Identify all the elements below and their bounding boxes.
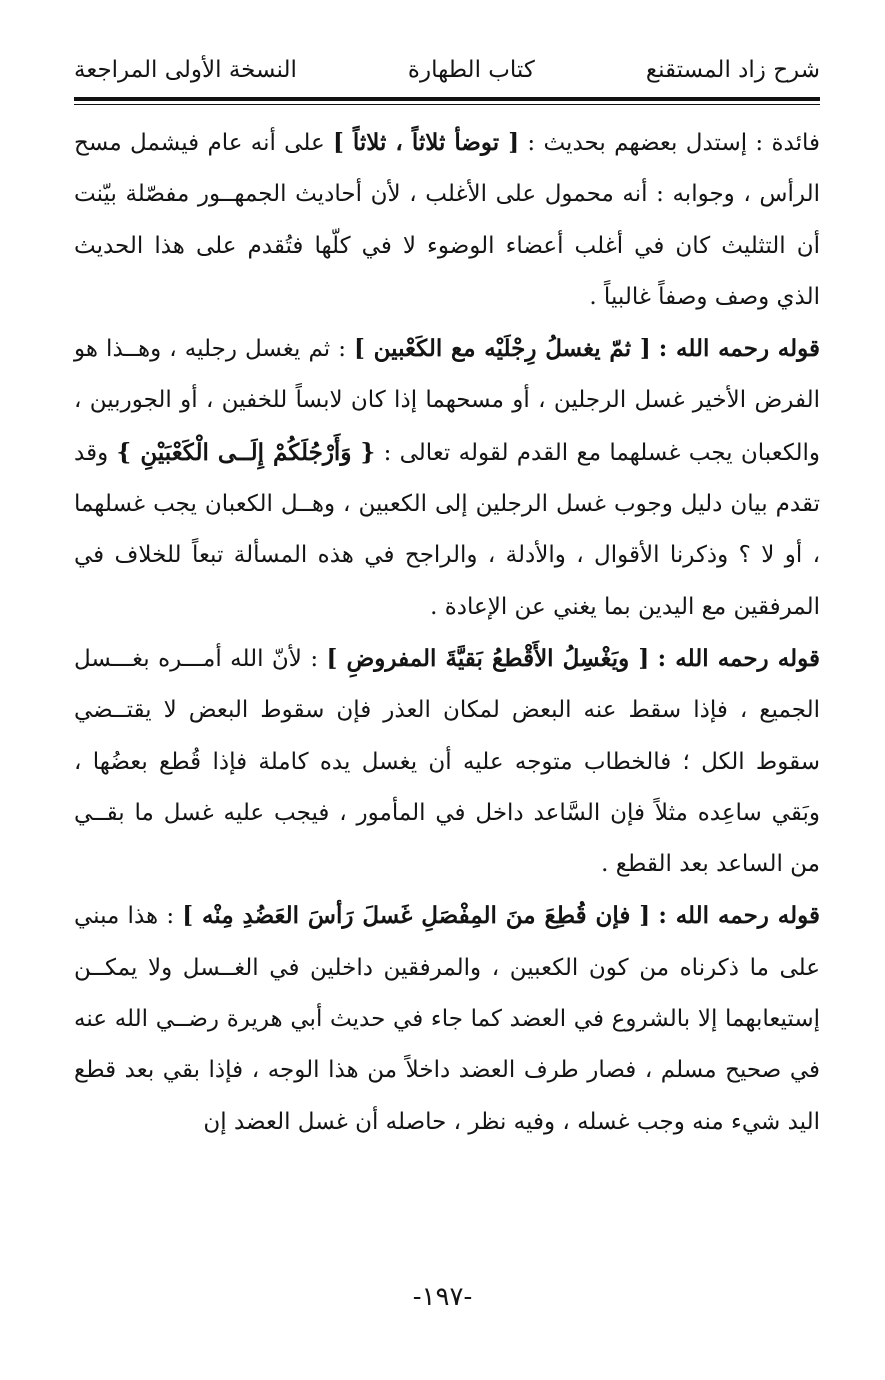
matn-quote: [ ثمّ يغسلُ رِجْلَيْه مع الكَعْبين ] (354, 335, 651, 363)
matn-quote: [ فإن قُطِعَ منَ المِفْصَلِ غَسلَ رَأسَ العَضُدِ مِنْه ] (182, 902, 651, 930)
matn-quote: [ ويَغْسِلُ الأَقْطعُ بَقيَّةَ المفروضِ ] (326, 644, 650, 672)
author-attribution: قوله رحمه الله : (658, 902, 820, 930)
header-rule-thick (74, 97, 820, 101)
paragraph-text: : ثم يغسل رجليه ، وهــذا هو الفرض الأخير غسل الرجلين ، أو مسحهما إذا كان لابساً للخفين ، أو الجوربين ، والكعبان يجب غسلهما مع القدم لقوله تعالى : (74, 336, 821, 466)
paragraph-text: وقد تقدم بيان دليل وجوب غسل الرجلين إلى الكعبين ، وهــل الكعبان يجب غسلهما ، أو لا ؟ وذكرنا الأقوال ، والأدلة ، والراجح في هذه المسألة تبعاً للخلاف في المرفقين مع اليدين بما يغني عن الإعادة . (74, 439, 820, 620)
running-header (74, 50, 820, 90)
header-rule-thin (74, 104, 820, 105)
header-edition-note: النسخة الأولى المراجعة (74, 57, 297, 83)
paragraph-text: : هذا مبني على ما ذكرناه من كون الكعبين ، والمرفقين داخلين في الغــسل ولا يمكــن إستيعابهما إلا بالشروع في العضد كما جاء في حديث أبي هريرة رضــي الله عنه في صحيح مسلم ، فصار طرف العضد داخلاً من هذا الوجه ، فإذا بقي بعد قطع اليد شيء منه وجب غسله ، وفيه نظر ، حاصله أن غسل العضد إن (74, 903, 820, 1135)
paragraph-amputee (74, 633, 820, 890)
paragraph-text: فائدة : إستدل بعضهم بحديث : (527, 130, 821, 156)
quran-verse: { وَأَرْجُلَكُمْ إِلَــى الْكَعْبَيْنِ } (116, 438, 376, 466)
paragraph-fawaid (74, 117, 820, 323)
body-text (74, 117, 820, 1148)
header-chapter-title: كتاب الطهارة (407, 57, 535, 83)
paragraph-text: : لأنّ الله أمـــره بغـــسل الجميع ، فإذا سقط عنه البعض لمكان العذر فإن سقوط البعض لا يقتــضي سقوط الكل ؛ فالخطاب متوجه عليه أن يغسل يده كاملة فإذا قُطع بعضُها ، وبَقي ساعِده مثلاً فإن السَّاعد داخل في المأمور ، فيجب عليه غسل ما بقــي من الساعد بعد القطع . (74, 645, 820, 878)
paragraph-washing-feet (74, 323, 820, 633)
author-attribution: قوله رحمه الله : (658, 335, 821, 363)
hadith-quote: [ توضأ ثلاثاً ، ثلاثاً ] (333, 129, 520, 156)
paragraph-text: على أنه عام فيشمل مسح الرأس ، وجوابه : أنه محمول على الأغلب ، لأن أحاديث الجمهــور مفصّلة بيّنت أن التثليث كان في أغلب أعضاء الوضوء لا في كلّها فتُقدم على هذا الحديث الذي وصف وصفاً غالبياً . (74, 130, 820, 310)
header-book-title: شرح زاد المستقنع (645, 57, 820, 83)
page-number: -١٩٧- (412, 1282, 473, 1312)
author-attribution: قوله رحمه الله : (657, 644, 820, 672)
paragraph-joint (74, 890, 820, 1147)
